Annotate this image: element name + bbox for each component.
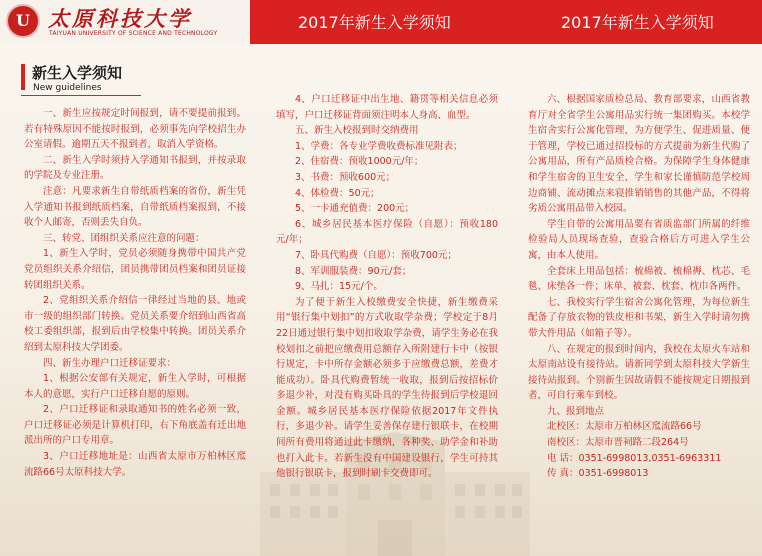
paragraph: 北校区：太原市万柏林区窊流路66号 <box>547 421 702 433</box>
paragraph: 1、新生入学时，党员必须随身携带中国共产党党员组织关系介绍信，团员携带团员档案和团员证接转团组织关系。 <box>24 248 246 291</box>
paragraph: 2、党组织关系介绍信一律经过当地的县、地或市一级的组织部门转换。党员关系要介绍到山西省高校工委组织部，报到后由学校集中转换。团员关系介绍到太原科技大学团委。 <box>24 295 246 353</box>
paragraph: 1、学费：各专业学费收费标准见附表； <box>295 140 463 152</box>
paragraph: 九、报到地点 <box>547 405 605 417</box>
text-column-3 <box>528 92 750 482</box>
text-column-1 <box>24 106 246 480</box>
paragraph: 一、新生应按规定时间报到，请不要提前报到。若有特殊原因不能按时报到，必须事先向学校招生办公室请假。逾期五天不报到者，取消入学资格。 <box>24 108 246 151</box>
paragraph: 8、军训服装费：90元/套； <box>295 265 412 277</box>
paragraph: 四、新生办理户口迁移证要求： <box>43 357 177 369</box>
logo-area <box>0 0 250 44</box>
paragraph: 2、户口迁移证和录取通知书的姓名必须一致，户口迁移证必须是计算机打印，右下角底盖有迁出地派出所的户口专用章。 <box>24 404 246 447</box>
paragraph: 注意：凡要求新生自带纸质档案的省份，新生凭入学通知书报到纸质档案，自带纸质档案报到，不接收个人邮寄，否则丢失自负。 <box>24 185 246 229</box>
paragraph: 三、转党、团组织关系应注意的问题： <box>43 232 205 244</box>
paragraph: 六、根据国家质检总局、教育部要求，山西省教育厅对全省学生公寓用品实行统一集团购买。本校学生宿舍实行公寓化管理，为方便学生、促进质量、便于管理，学校已通过招投标的方式提前为新生代购了公寓用品，所有产品质检合格。为保障学生身体健康和学生宿舍的卫生安全，学生和家长谨慎防范学校周边商铺、流动摊点来寝推销销售的其他产品，不得将劣质公寓用品带入校园。 <box>528 94 750 215</box>
section-marker <box>21 64 25 90</box>
paragraph: 4、户口迁移证中出生地、籍贯等相关信息必须填写，户口迁移证背面须注明本人身高、血型。 <box>276 94 498 121</box>
section-title: 新生入学须知 <box>32 64 123 82</box>
header-title-center: 2017年新生入学须知 <box>298 13 451 32</box>
paragraph: 七、我校实行学生宿舍公寓化管理，为每位新生配备了存放衣物的铁皮柜和书架，新生入学时请勿携带大件用品（如箱子等）。 <box>528 296 750 339</box>
paragraph: 5、一卡通充值费：200元； <box>295 203 415 215</box>
paragraph: 3、书费：预收600元； <box>295 171 396 183</box>
text-column-2 <box>276 92 498 482</box>
paragraph: 八、在规定的报到时间内，我校在太原火车站和太原南站设有接待站。请新同学到太原科技大学新生接待站报到。个别新生因故请假不能按规定日期报到者，可自行乘车到校。 <box>528 343 750 402</box>
paragraph: 9、马扎：15元/个。 <box>295 281 383 293</box>
university-name-cn: 太原科技大学 <box>48 6 192 31</box>
header-title-right: 2017年新生入学须知 <box>561 13 714 32</box>
paragraph: 南校区：太原市晋祠路二段264号 <box>547 437 689 449</box>
section-underline <box>21 95 141 96</box>
university-name-en: TAIYUAN UNIVERSITY OF SCIENCE AND TECHNOLOGY <box>49 30 218 37</box>
paragraph: 6、城乡居民基本医疗保险（自愿）：预收180元/年； <box>276 218 498 246</box>
paragraph: 学生自带的公寓用品要有省质监部门所属的纤维检验局人员现场查验，查验合格后方可进入学生公寓，由本人使用。 <box>528 218 750 261</box>
university-emblem-icon: U <box>6 4 40 38</box>
paragraph: 二、新生入学时须持入学通知书报到，并按录取的学院及专业注册。 <box>24 154 246 182</box>
paragraph: 五、新生入校报到时交纳费用 <box>295 125 419 137</box>
paragraph: 4、体检费：50元； <box>295 187 380 199</box>
section-subtitle: New guidelines <box>33 83 102 93</box>
paragraph: 1、根据公安部有关规定，新生入学时，可根据本人的意愿，实行户口迁移自愿的原则。 <box>24 373 246 400</box>
paragraph: 3、户口迁移地址是：山西省太原市万柏林区窊流路66号太原科技大学。 <box>24 451 246 478</box>
paragraph: 7、卧具代购费（自愿）：预收700元； <box>295 249 457 261</box>
paragraph: 全套床上用品包括：梳棉被、梳棉褥、枕芯、毛毯、床垫各一件；床单、被套、枕套、枕巾各两件。 <box>528 265 750 293</box>
paragraph: 传 真：0351-6998013 <box>547 468 649 480</box>
paragraph: 2、住宿费：预收1000元/年； <box>295 156 424 168</box>
header-band <box>0 0 762 44</box>
paragraph: 电 话：0351-6998013,0351-6963311 <box>547 452 722 464</box>
paragraph: 为了便于新生入校缴费安全快捷，新生缴费采用“银行集中划扣”的方式收取学杂费；学校定于8月22日通过银行集中划扣收取学杂费，请学生务必在我校划扣之前把应缴费用总额存入所附建行卡中（按银行规定，卡中所存金额必须多于应缴费总额，差费才能成功）。卧具代购费暂统一收取，报到后按招标价多退少补，对没有购买卧具的学生待报到后学校退回金额。城乡居民基本医疗保险依据2017年文件执行，多退少补。请学生妥善保存建行银联卡，在校期间所有费用将通过此卡缴纳，各种奖、助学金和补助也打入此卡。若新生没有中国建设银行，学生可持其他银行银联卡，报到时刷卡交费即可。 <box>276 296 498 480</box>
